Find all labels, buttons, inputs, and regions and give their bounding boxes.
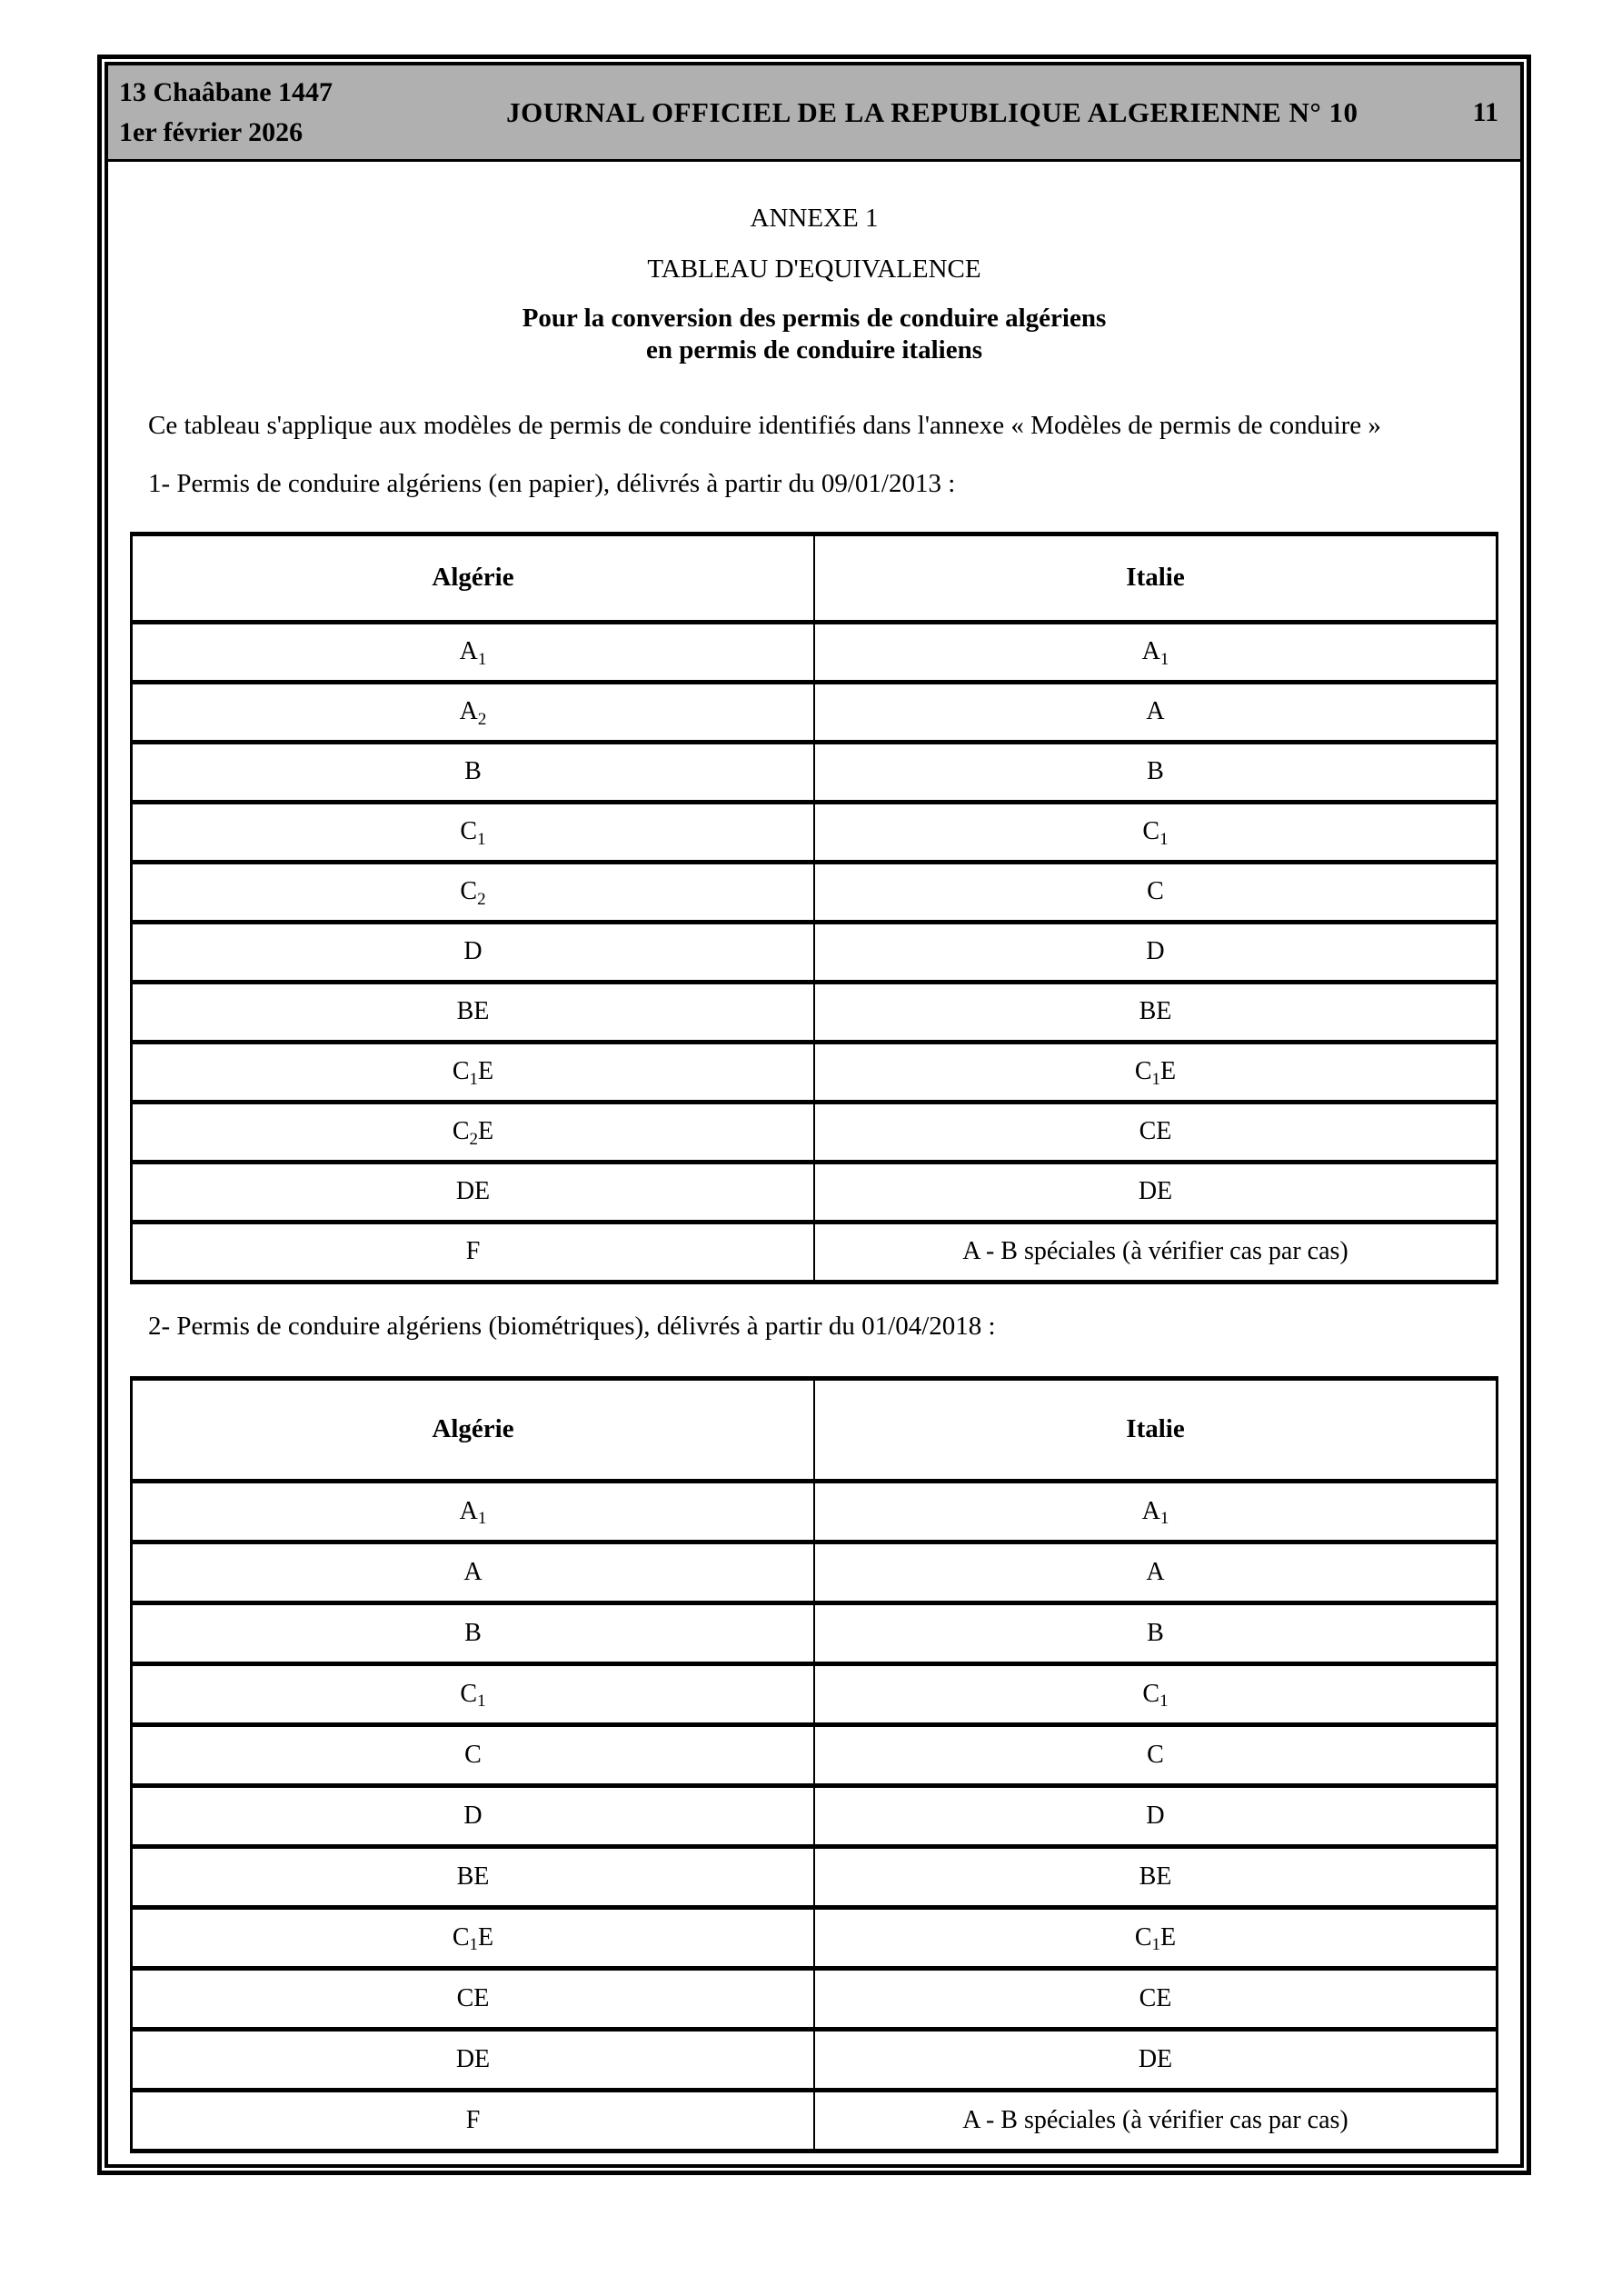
table-row bbox=[132, 1724, 1498, 1785]
table-cell: $A_1$ bbox=[132, 622, 815, 682]
table-cell: A bbox=[814, 682, 1498, 742]
table-cell: $C_1$ bbox=[814, 1663, 1498, 1724]
table-row bbox=[132, 1162, 1498, 1222]
intro-paragraph: Ce tableau s'applique aux modèles de permis de conduire identifiés dans l'annexe « Modèles de permis de conduire » bbox=[148, 410, 1381, 440]
table-cell: CE bbox=[132, 1968, 815, 2029]
table-row bbox=[132, 622, 1498, 682]
table-row bbox=[132, 2090, 1498, 2151]
annexe-title-block bbox=[130, 204, 1498, 367]
table-cell: D bbox=[814, 1785, 1498, 1846]
table-cell: $A_1$ bbox=[132, 1481, 815, 1542]
hijri-date: 13 Chaâbane 1447 bbox=[119, 77, 333, 107]
table-cell: $A_2$ bbox=[132, 682, 815, 742]
journal-title: JOURNAL OFFICIEL DE LA REPUBLIQUE ALGERIENNE N° 10 bbox=[506, 95, 1358, 128]
table-cell: A bbox=[814, 1542, 1498, 1602]
journal-header-band bbox=[108, 65, 1520, 162]
table-cell: BE bbox=[814, 1846, 1498, 1907]
table-row bbox=[132, 1542, 1498, 1602]
table-cell: $C_1$ bbox=[814, 802, 1498, 862]
page-number: 11 bbox=[1472, 96, 1498, 127]
table-row bbox=[132, 1222, 1498, 1282]
table-row bbox=[132, 1102, 1498, 1162]
table-cell: F bbox=[132, 2090, 815, 2151]
table-cell: $C_1E$ bbox=[814, 1042, 1498, 1102]
table-cell: $C_2$ bbox=[132, 862, 815, 922]
table-cell: DE bbox=[132, 1162, 815, 1222]
table-cell: F bbox=[132, 1222, 815, 1282]
table-cell: $A_1$ bbox=[814, 622, 1498, 682]
table-row bbox=[132, 922, 1498, 982]
table-cell: $A_1$ bbox=[814, 1481, 1498, 1542]
section2-heading: 2- Permis de conduire algériens (biométriques), délivrés à partir du 01/04/2018 : bbox=[148, 1311, 996, 1341]
table-header-row bbox=[132, 534, 1498, 622]
table-cell: B bbox=[814, 742, 1498, 802]
table-cell: C bbox=[814, 862, 1498, 922]
table-row bbox=[132, 742, 1498, 802]
table-cell: B bbox=[814, 1602, 1498, 1663]
table-cell: A - B spéciales (à vérifier cas par cas) bbox=[814, 1222, 1498, 1282]
table-cell: A - B spéciales (à vérifier cas par cas) bbox=[814, 2090, 1498, 2151]
table-cell: DE bbox=[814, 1162, 1498, 1222]
gregorian-date: 1er février 2026 bbox=[119, 116, 304, 147]
table-cell: $C_1E$ bbox=[814, 1907, 1498, 1968]
table-cell: BE bbox=[132, 1846, 815, 1907]
table-row bbox=[132, 682, 1498, 742]
column-header: Algérie bbox=[132, 1378, 815, 1481]
table-cell: B bbox=[132, 742, 815, 802]
table-cell: D bbox=[132, 922, 815, 982]
table-cell: $C_2E$ bbox=[132, 1102, 815, 1162]
table-cell: BE bbox=[814, 982, 1498, 1042]
table-cell: $C_1E$ bbox=[132, 1042, 815, 1102]
page-frame-outer bbox=[97, 55, 1531, 2175]
table-row bbox=[132, 1785, 1498, 1846]
table-row bbox=[132, 1907, 1498, 1968]
annexe-purpose bbox=[130, 303, 1498, 367]
annexe-purpose-line1: Pour la conversion des permis de conduire algériens bbox=[522, 304, 1107, 333]
equivalence-table-paper-permits bbox=[130, 532, 1498, 1284]
annexe-purpose-line2: en permis de conduire italiens bbox=[645, 335, 983, 365]
table-cell: BE bbox=[132, 982, 815, 1042]
table-row bbox=[132, 1042, 1498, 1102]
table-row bbox=[132, 1602, 1498, 1663]
table-row bbox=[132, 2029, 1498, 2090]
table-cell: CE bbox=[814, 1102, 1498, 1162]
table-row bbox=[132, 1481, 1498, 1542]
page-frame-inner bbox=[104, 62, 1524, 2168]
table-cell: DE bbox=[814, 2029, 1498, 2090]
page-content bbox=[108, 162, 1520, 2164]
annexe-title: ANNEXE 1 bbox=[750, 204, 879, 233]
issue-date-block bbox=[108, 73, 392, 152]
table-cell: $C_1E$ bbox=[132, 1907, 815, 1968]
table-cell: C bbox=[132, 1724, 815, 1785]
table-header-row bbox=[132, 1378, 1498, 1481]
annexe-subtitle: TABLEAU D'EQUIVALENCE bbox=[647, 255, 981, 284]
column-header: Italie bbox=[814, 1378, 1498, 1481]
table-cell: B bbox=[132, 1602, 815, 1663]
table-row bbox=[132, 802, 1498, 862]
table-row bbox=[132, 1846, 1498, 1907]
table-row bbox=[132, 862, 1498, 922]
equivalence-table-biometric-permits bbox=[130, 1376, 1498, 2153]
table-cell: A bbox=[132, 1542, 815, 1602]
table-cell: $C_1$ bbox=[132, 1663, 815, 1724]
column-header: Algérie bbox=[132, 534, 815, 622]
table-cell: D bbox=[132, 1785, 815, 1846]
section1-heading: 1- Permis de conduire algériens (en papier), délivrés à partir du 09/01/2013 : bbox=[148, 468, 956, 498]
table-row bbox=[132, 1663, 1498, 1724]
table-cell: CE bbox=[814, 1968, 1498, 2029]
table-cell: DE bbox=[132, 2029, 815, 2090]
table-cell: $C_1$ bbox=[132, 802, 815, 862]
table-row bbox=[132, 982, 1498, 1042]
column-header: Italie bbox=[814, 534, 1498, 622]
table-row bbox=[132, 1968, 1498, 2029]
table-cell: C bbox=[814, 1724, 1498, 1785]
table-cell: D bbox=[814, 922, 1498, 982]
